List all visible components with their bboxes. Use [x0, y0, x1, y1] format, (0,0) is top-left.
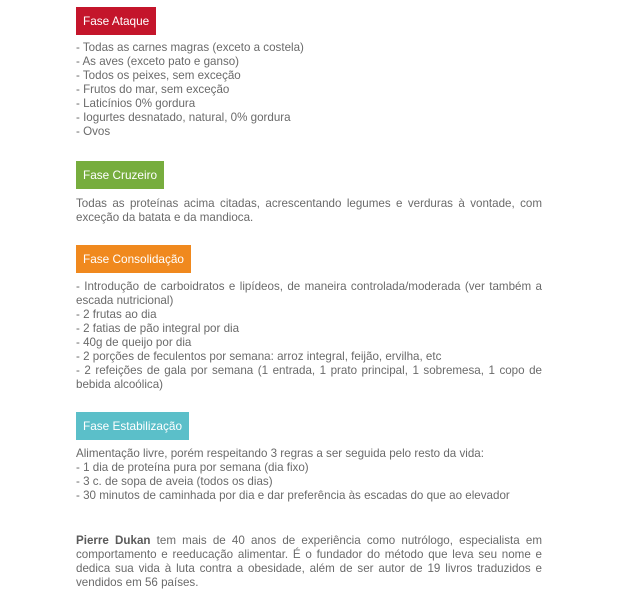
list-item: - Todos os peixes, sem exceção — [76, 69, 241, 82]
phase-consolidacao-list — [76, 280, 542, 392]
list-item: - 2 fatias de pão integral por dia — [76, 322, 240, 335]
phase-estabilizacao-list — [76, 461, 542, 503]
phase-consolidacao-section — [76, 245, 542, 392]
list-item: - 1 dia de proteína pura por semana (dia fixo) — [76, 461, 309, 474]
phase-estabilizacao-badge: Fase Estabilização — [76, 412, 189, 440]
list-item: - Frutos do mar, sem exceção — [76, 83, 230, 96]
list-item: - 40g de queijo por dia — [76, 336, 192, 349]
phase-estabilizacao-intro: Alimentação livre, porém respeitando 3 regras a ser seguida pelo resto da vida: — [76, 447, 484, 460]
phase-estabilizacao-body — [76, 447, 542, 503]
list-item: - Laticínios 0% gordura — [76, 97, 196, 110]
phase-consolidacao-badge: Fase Consolidação — [76, 245, 191, 273]
list-item: - Todas as carnes magras (exceto a costela) — [76, 41, 304, 54]
list-item: - Ovos — [76, 125, 111, 138]
phase-ataque-section — [76, 7, 542, 139]
phase-cruzeiro-badge: Fase Cruzeiro — [76, 161, 164, 189]
phase-cruzeiro-section — [76, 161, 542, 225]
phase-estabilizacao-section — [76, 412, 542, 503]
list-item: - 2 refeições de gala por semana (1 entrada, 1 prato principal, 1 sobremesa, 1 copo de bebida alcoólica) — [76, 364, 542, 391]
phase-ataque-badge: Fase Ataque — [76, 7, 156, 35]
list-item: - Introdução de carboidratos e lipídeos, de maneira controlada/moderada (ver também a escada nutricional) — [76, 280, 542, 307]
author-section — [76, 534, 542, 590]
list-item: - 2 frutas ao dia — [76, 308, 157, 321]
list-item: - As aves (exceto pato e ganso) — [76, 55, 240, 68]
list-item: - 2 porções de feculentos por semana: arroz integral, feijão, ervilha, etc — [76, 350, 442, 363]
list-item: - 3 c. de sopa de aveia (todos os dias) — [76, 475, 273, 488]
phase-ataque-list — [76, 41, 542, 139]
author-name: Pierre Dukan — [76, 534, 151, 547]
list-item: - Iogurtes desnatado, natural, 0% gordura — [76, 111, 291, 124]
phase-cruzeiro-text: Todas as proteínas acima citadas, acrescentando legumes e verduras à vontade, com exceção da batata e da mandioca. — [76, 197, 542, 224]
list-item: - 30 minutos de caminhada por dia e dar preferência às escadas do que ao elevador — [76, 489, 510, 502]
author-bio: tem mais de 40 anos de experiência como nutrólogo, especialista em comportamento e reeducação alimentar. É o fundador do método que leva seu nome e dedica sua vida à luta contra a obesidade, além de ser autor de 19 livros traduzidos e vendidos em 56 países. — [76, 534, 543, 589]
author-bio-paragraph — [76, 534, 542, 590]
